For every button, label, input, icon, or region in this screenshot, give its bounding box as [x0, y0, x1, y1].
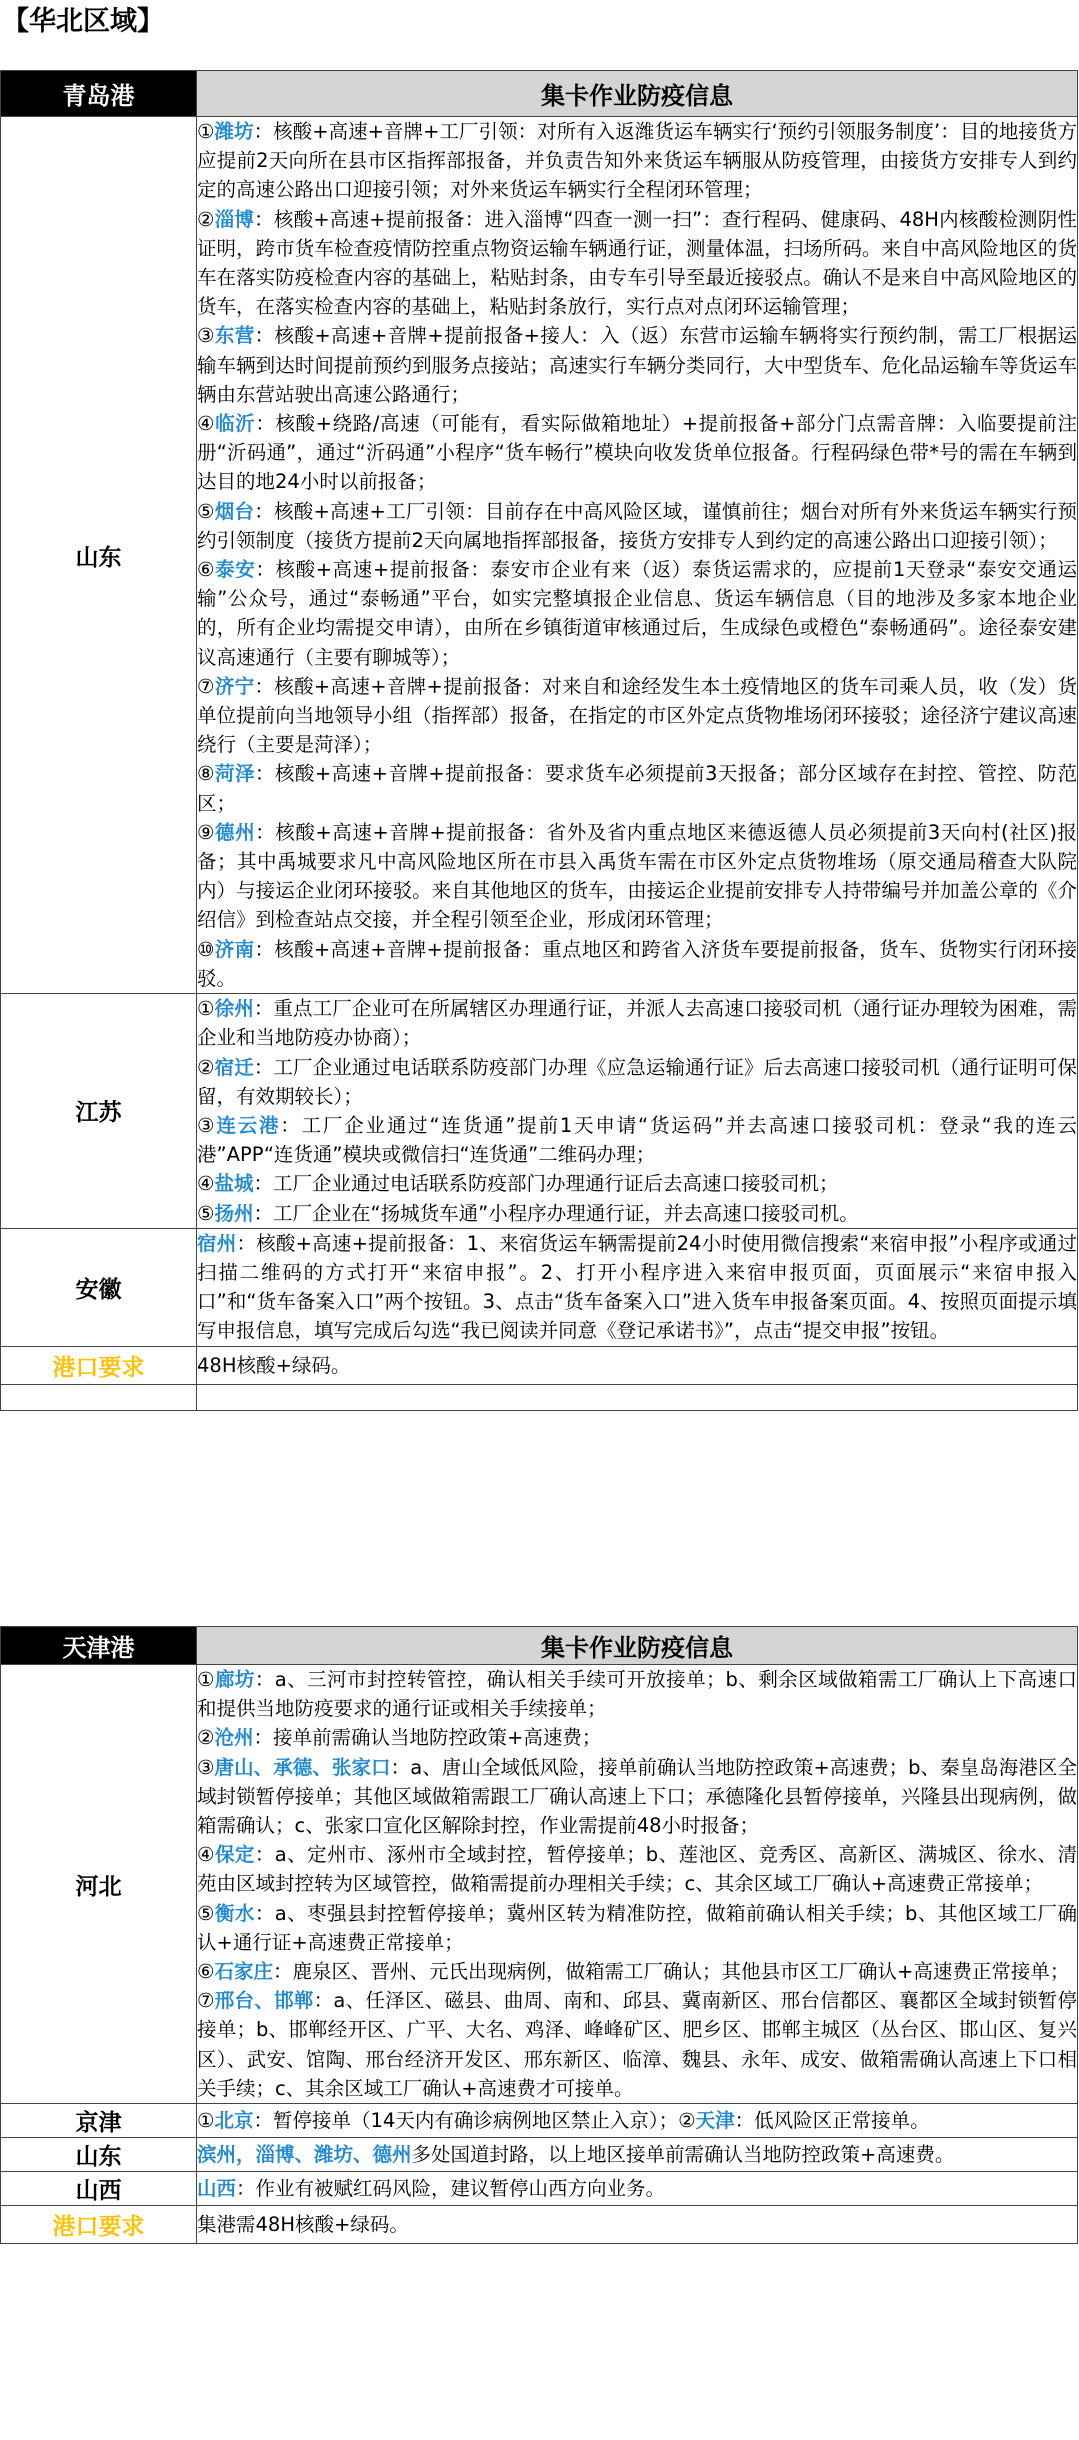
item-text: ：工厂企业在“扬城货车通”小程序办理通行证，并去高速口接驳司机。 [253, 1201, 859, 1225]
item-text: ：a、定州市、涿州市全域封控，暂停接单；b、莲池区、竞秀区、高新区、满城区、徐水、清苑由区域封控转为区域管控，做箱需提前办理相关手续；c、其余区域工厂确认+高速费正常接单； [197, 1843, 1078, 1896]
tianjin-jingjin-name: 京津 [1, 2104, 197, 2138]
item-text: ：a、任泽区、磁县、曲周、南和、邱县、冀南新区、邢台信都区、襄都区全域封锁暂停接单；b、邯郸经开区、广平、大名、鸡泽、峰峰矿区、肥乡区、邯郸主城区（丛台区、邯山区、复兴区）、武安、馆陶、邢台经济开发区、邢东新区、临漳、魏县、永年、成安、做箱需确认高速上下口相关手续；c、其余区域工厂确认+高速费才可接单。 [197, 1989, 1077, 2100]
city-name: 德州 [215, 820, 256, 844]
item-number: ④ [197, 1843, 215, 1867]
item-number: ② [197, 1055, 215, 1079]
city-name: 盐城 [214, 1172, 254, 1196]
item-text: ：核酸+高速+提前报备：泰安市企业有来（返）泰货运需求的，应提前1天登录“泰安交通运输”公众号，通过“泰畅通”平台，如实完整填报企业信息、货运车辆信息（目的地涉及多家本地企业的，所有企业均需提交申请），由所在乡镇街道审核通过后，生成绿色或橙色“泰畅通码”。途径泰安建议高速通行（主要有聊城等）； [197, 558, 1077, 669]
item-text: ：低风险区正常接单。 [734, 2108, 930, 2132]
list-item [197, 117, 1077, 205]
qingdao-shandong-row [1, 117, 1078, 994]
list-item [197, 409, 1077, 497]
list-item [197, 555, 1077, 672]
list-item [197, 1899, 1077, 1957]
item-number: ① [197, 1668, 215, 1691]
list-item [197, 1169, 1077, 1198]
city-name: 连云港 [216, 1113, 281, 1137]
list-item [197, 935, 1077, 993]
item-text: ：鹿泉区、晋州、元氏出现病例，做箱需工厂确认；其他县市区工厂确认+高速费正常接单； [273, 1960, 1070, 1984]
city-name: 东营 [214, 324, 255, 348]
tianjin-hebei-content [197, 1665, 1078, 2104]
city-name: 廊坊 [214, 1668, 255, 1691]
tianjin-header-label: 集卡作业防疫信息 [197, 1627, 1078, 1665]
list-item [197, 1229, 1077, 1346]
tianjin-shandong-content [197, 2138, 1078, 2172]
tianjin-table [0, 1626, 1078, 2244]
city-name: 济南 [214, 937, 255, 961]
list-item [197, 1665, 1077, 1723]
list-item [197, 1111, 1077, 1169]
item-number: ① [197, 120, 215, 143]
list-item [197, 1199, 1077, 1228]
tianjin-requirement-label: 港口要求 [1, 2206, 197, 2244]
item-text: ：核酸+高速+音牌+提前报备：省外及省内重点地区来德返德人员必须提前3天向村(社区)报备；其中禹城要求凡中高风险地区所在市县入禹货车需在市区外定点货物堆场（原交通局稽查大队院内）与接运企业闭环接驳。来自其他地区的货车，由接运企业提前安排专人持带编号并加盖公章的《介绍信》到检查站点交接，并全程引领至企业，形成闭环管理； [197, 820, 1077, 932]
item-number: ⑥ [197, 1960, 215, 1984]
item-text: ：a、枣强县封控暂停接单；冀州区转为精准防控，做箱前确认相关手续；b、其他区域工厂确认+通行证+高速费正常接单； [197, 1901, 1078, 1954]
list-item [197, 1986, 1077, 2103]
region-title: 【华北区域】 [2, 6, 164, 37]
city-name: 宿迁 [214, 1055, 254, 1079]
item-number: ⑦ [197, 674, 215, 698]
list-item [197, 1723, 1077, 1752]
item-number: ⑤ [197, 499, 215, 523]
item-number: ① [197, 997, 215, 1021]
qingdao-jiangsu-content [197, 994, 1078, 1229]
tianjin-shandong-row [1, 2138, 1078, 2172]
item-number: ② [197, 1726, 215, 1750]
list-item [197, 2140, 1077, 2169]
list-item [197, 2106, 1077, 2135]
qingdao-table [0, 70, 1078, 1411]
city-name: 临沂 [215, 412, 256, 436]
tianjin-port-name: 天津港 [1, 1627, 197, 1665]
tianjin-jingjin-content [197, 2104, 1078, 2138]
item-text: ：a、三河市封控转管控，确认相关手续可开放接单；b、剩余区域做箱需工厂确认上下高速口和提供当地防疫要求的通行证或相关手续接单； [197, 1668, 1078, 1721]
spacer-cell [1, 1384, 197, 1410]
tianjin-shanxi-row [1, 2172, 1078, 2206]
item-text: ：接单前需确认当地防控政策+高速费； [253, 1726, 602, 1750]
list-item [197, 759, 1077, 817]
city-name: 石家庄 [214, 1960, 273, 1984]
qingdao-header-row [1, 71, 1078, 117]
item-number: ③ [197, 1755, 215, 1779]
item-text: ：a、唐山全域低风险，接单前确认当地防控政策+高速费；b、秦皇岛海港区全域封锁暂停接单；其他区域做箱需跟工厂确认高速上下口；承德隆化县暂停接单，兴隆县出现病例，做箱需确认；c、张家口宣化区解除封控，作业需提前48小时报备； [197, 1755, 1077, 1838]
item-text: ：核酸+高速+音牌+提前报备：对来自和途经发生本土疫情地区的货车司乘人员，收（发）货单位提前向当地领导小组（指挥部）报备，在指定的市区外定点货物堆场闭环接驳；途径济宁建议高速绕行（主要是菏泽）； [197, 674, 1077, 757]
item-text: ：核酸+高速+提前报备：进入淄博“四查一测一扫”：查行程码、健康码、48H内核酸检测阴性证明，跨市货车检查疫情防控重点物资运输车辆通行证，测量体温，扫场所码。来自中高风险地区的货车在落实防疫检查内容的基础上，粘贴封条，由专车引导至最近接驳点。确认不是来自中高风险地区的货车，在落实检查内容的基础上，粘贴封条放行，实行点对点闭环运输管理； [197, 207, 1077, 319]
spacer-row [1, 1384, 1078, 1410]
item-number: ④ [197, 412, 216, 436]
item-text: ：核酸+高速+音牌+工厂引领：对所有入返潍货运车辆实行‘预约引领服务制度’：目的地接货方应提前2天向所在县市区指挥部报备，并负责告知外来货运车辆服从防疫管理，由接货方安排专人到约定的高速公路出口迎接引领；对外来货运车辆实行全程闭环管理； [197, 120, 1077, 202]
item-text: ：核酸+高速+音牌+提前报备：重点地区和跨省入济货车要提前报备，货车、货物实行闭环接驳。 [197, 937, 1077, 990]
tianjin-shanxi-content [197, 2172, 1078, 2206]
item-number: ④ [197, 1172, 215, 1196]
item-text: ：工厂企业通过电话联系防疫部门办理通行证后去高速口接驳司机； [253, 1172, 839, 1196]
city-name: 保定 [214, 1843, 255, 1867]
qingdao-shandong-name: 山东 [1, 117, 197, 994]
qingdao-jiangsu-row [1, 994, 1078, 1229]
item-number: ② [678, 2108, 696, 2132]
item-number: ③ [197, 1113, 217, 1137]
qingdao-requirement-row [1, 1346, 1078, 1384]
city-name: 衡水 [214, 1901, 255, 1925]
city-name: 天津 [695, 2108, 735, 2132]
list-item [197, 818, 1077, 935]
qingdao-requirement-text: 48H核酸+绿码。 [197, 1346, 1078, 1384]
item-number: ③ [197, 324, 215, 348]
qingdao-shandong-content [197, 117, 1078, 994]
city-name: 淄博 [214, 207, 255, 231]
qingdao-port-name: 青岛港 [1, 71, 197, 117]
city-name: 潍坊 [214, 120, 254, 143]
city-name: 徐州 [214, 997, 254, 1021]
item-number: ⑥ [197, 558, 216, 582]
tianjin-header-row [1, 1627, 1078, 1665]
city-name: 宿州 [197, 1231, 237, 1255]
list-item [197, 994, 1077, 1052]
city-name: 烟台 [214, 499, 255, 523]
tianjin-shandong-name: 山东 [1, 2138, 197, 2172]
tianjin-requirement-row [1, 2206, 1078, 2244]
qingdao-anhui-content [197, 1228, 1078, 1346]
city-name: 菏泽 [214, 762, 255, 786]
item-text: ：核酸+高速+音牌+提前报备：要求货车必须提前3天报备；部分区域存在封控、管控、防范区； [197, 762, 1077, 815]
tianjin-jingjin-row [1, 2104, 1078, 2138]
list-item [197, 2174, 1077, 2203]
tianjin-hebei-name: 河北 [1, 1665, 197, 2104]
item-number: ⑩ [197, 937, 215, 961]
city-name: 北京 [214, 2108, 254, 2132]
list-item [197, 1753, 1077, 1841]
city-name: 泰安 [215, 558, 256, 582]
tianjin-hebei-row [1, 1665, 1078, 2104]
spacer-cell [197, 1384, 1078, 1410]
qingdao-anhui-name: 安徽 [1, 1228, 197, 1346]
list-item [197, 321, 1077, 409]
list-item [197, 205, 1077, 322]
item-text: ：作业有被赋红码风险，建议暂停山西方向业务。 [236, 2176, 666, 2200]
tianjin-shanxi-name: 山西 [1, 2172, 197, 2206]
item-text: ：核酸+高速+音牌+提前报备+接人：入（返）东营市运输车辆将实行预约制，需工厂根据运输车辆到达时间提前预约到服务点接站；高速实行车辆分类同行，大中型货车、危化品运输车等货运车辆由东营站驶出高速公路通行； [197, 324, 1077, 406]
item-number: ⑧ [197, 762, 215, 786]
item-number: ⑤ [197, 1201, 215, 1225]
item-text: ：核酸+绕路/高速（可能有，看实际做箱地址）+提前报备+部分门点需音牌：入临要提前注册“沂码通”，通过“沂码通”小程序“货车畅行”模块向收发货单位报备。行程码绿色带*号的需在车辆到达目的地24小时以前报备； [197, 412, 1077, 494]
qingdao-anhui-row [1, 1228, 1078, 1346]
item-number: ⑤ [197, 1901, 215, 1925]
list-item [197, 1840, 1077, 1898]
item-text: ：工厂企业通过电话联系防疫部门办理《应急运输通行证》后去高速口接驳司机（通行证明可保留，有效期较长）； [197, 1055, 1077, 1108]
city-name: 唐山、承德、张家口 [214, 1755, 391, 1779]
tianjin-requirement-text: 集港需48H核酸+绿码。 [197, 2206, 1078, 2244]
qingdao-requirement-label: 港口要求 [1, 1346, 197, 1384]
item-text: ：重点工厂企业可在所属辖区办理通行证，并派人去高速口接驳司机（通行证办理较为困难，需企业和当地防疫办协商）； [197, 997, 1077, 1050]
city-name: 沧州 [214, 1726, 254, 1750]
item-number: ⑦ [197, 1989, 215, 2013]
item-text: ：核酸+高速+提前报备：1、来宿货运车辆需提前24小时使用微信搜索“来宿申报”小程序或通过扫描二维码的方式打开“来宿申报”。2、打开小程序进入来宿申报页面，页面展示“来宿申报入口”和“货车备案入口”两个按钮。3、点击“货车备案入口”进入货车申报备案页面。4、按照页面提示填写申报信息，填写完成后勾选“我已阅读并同意《登记承诺书》”，点击“提交申报”按钮。 [197, 1231, 1077, 1343]
list-item [197, 497, 1077, 555]
qingdao-jiangsu-name: 江苏 [1, 994, 197, 1229]
city-name: 滨州，淄博、潍坊、德州 [197, 2142, 412, 2166]
item-number: ② [197, 207, 215, 231]
item-number: ⑨ [197, 820, 216, 844]
list-item [197, 672, 1077, 760]
city-name: 济宁 [214, 674, 255, 698]
item-text: ：工厂企业通过“连货通”提前1天申请“货运码”并去高速口接驳司机：登录“我的连云港”APP“连货通”模块或微信扫“连货通”二维码办理； [197, 1113, 1077, 1167]
city-name: 山西 [197, 2176, 237, 2200]
item-text: 多处国道封路，以上地区接单前需确认当地防控政策+高速费。 [411, 2142, 955, 2166]
item-text: ：核酸+高速+工厂引领：目前存在中高风险区域，谨慎前往；烟台对所有外来货运车辆实行预约引领制度（接货方提前2天向属地指挥部报备，接货方安排专人到约定的高速公路出口迎接引领）； [197, 499, 1077, 552]
item-number: ① [197, 2108, 215, 2132]
item-text: ：暂停接单（14天内有确诊病例地区禁止入京）； [253, 2108, 679, 2132]
city-name: 邢台、邯郸 [214, 1989, 314, 2013]
list-item [197, 1053, 1077, 1111]
qingdao-header-label: 集卡作业防疫信息 [197, 71, 1078, 117]
list-item [197, 1957, 1077, 1986]
city-name: 扬州 [214, 1201, 254, 1225]
